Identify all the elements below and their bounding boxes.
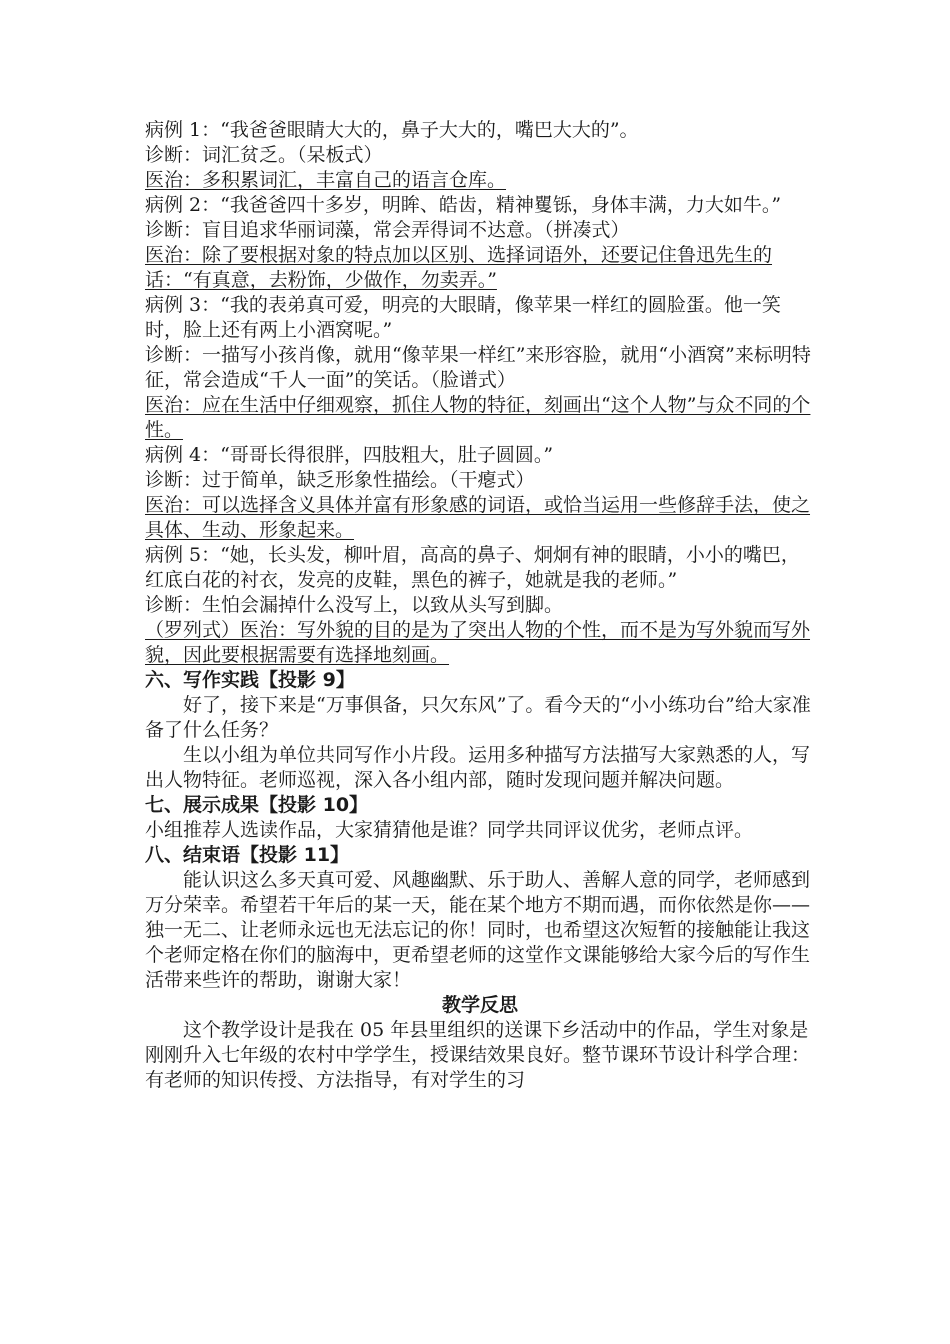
- document-page: [145, 118, 815, 1093]
- diagnosis-3: 诊断：一描写小孩肖像，就用“像苹果一样红”来形容脸，就用“小酒窝”来标明特征，常会造成“千人一面”的笑话。（脸谱式）: [145, 344, 811, 391]
- section-6-para-2: 生以小组为单位共同写作小片段。运用多种描写方法描写大家熟悉的人，写出人物特征。老师巡视，深入各小组内部，随时发现问题并解决问题。: [145, 744, 811, 791]
- reflection-para-1: 这个教学设计是我在 05 年县里组织的送课下乡活动中的作品，学生对象是刚刚升入七年级的农村中学学生，授课结效果良好。整节课环节设计科学合理：有老师的知识传授、方法指导，有对学生的习: [145, 1019, 811, 1091]
- diagnosis-5: 诊断：生怕会漏掉什么没写上，以致从头写到脚。: [145, 594, 564, 616]
- section-7-para-1: 小组推荐人选读作品，大家猜猜他是谁？同学共同评议优劣，老师点评。: [145, 819, 754, 841]
- section-6-title: 六、写作实践【投影 9】: [145, 669, 355, 691]
- treatment-2: 医治：除了要根据对象的特点加以区别、选择词语外，还要记住鲁迅先生的话：“有真意，去粉饰，少做作，勿卖弄。”: [145, 244, 773, 291]
- case-2: 病例 2：“我爸爸四十多岁，明眸、皓齿，精神矍铄，身体丰满，力大如牛。”: [145, 194, 782, 216]
- treatment-5: （罗列式）医治：写外貌的目的是为了突出人物的个性，而不是为写外貌而写外貌，因此要根据需要有选择地刻画。: [145, 619, 811, 666]
- case-3: 病例 3：“我的表弟真可爱，明亮的大眼睛，像苹果一样红的圆脸蛋。他一笑时，脸上还有两上小酒窝呢。”: [145, 294, 781, 341]
- diagnosis-1: 诊断：词汇贫乏。（呆板式）: [145, 144, 383, 166]
- reflection-title: 教学反思: [441, 994, 518, 1016]
- diagnosis-4: 诊断：过于简单，缺乏形象性描绘。（干瘪式）: [145, 469, 535, 491]
- case-4: 病例 4：“哥哥长得很胖，四肢粗大，肚子圆圆。”: [145, 444, 554, 466]
- case-5: 病例 5：“她，长头发，柳叶眉，高高的鼻子、炯炯有神的眼睛，小小的嘴巴，红底白花的衬衣，发亮的皮鞋，黑色的裤子，她就是我的老师。”: [145, 544, 800, 591]
- section-6-para-1: 好了，接下来是“万事俱备，只欠东风”了。看今天的“小小练功台”给大家准备了什么任务？: [145, 694, 811, 741]
- case-1: 病例 1：“我爸爸眼睛大大的，鼻子大大的，嘴巴大大的”。: [145, 119, 639, 141]
- treatment-4: 医治：可以选择含义具体并富有形象感的词语，或恰当运用一些修辞手法，使之具体、生动、形象起来。: [145, 494, 811, 541]
- section-8-title: 八、结束语【投影 11】: [145, 844, 350, 866]
- section-8-para-1: 能认识这么多天真可爱、风趣幽默、乐于助人、善解人意的同学，老师感到万分荣幸。希望若干年后的某一天，能在某个地方不期而遇，而你依然是你——独一无二、让老师永远也无法忘记的你！同时，也希望这次短暂的接触能让我这个老师定格在你们的脑海中，更希望老师的这堂作文课能够给大家今后的写作生活带来些许的帮助，谢谢大家！: [145, 869, 811, 991]
- section-7-title: 七、展示成果【投影 10】: [145, 794, 369, 816]
- diagnosis-2: 诊断：盲目追求华丽词藻，常会弄得词不达意。（拼凑式）: [145, 219, 630, 241]
- treatment-3: 医治：应在生活中仔细观察，抓住人物的特征，刻画出“这个人物”与众不同的个性。: [145, 394, 811, 441]
- treatment-1: 医治：多积累词汇，丰富自己的语言仓库。: [145, 169, 507, 191]
